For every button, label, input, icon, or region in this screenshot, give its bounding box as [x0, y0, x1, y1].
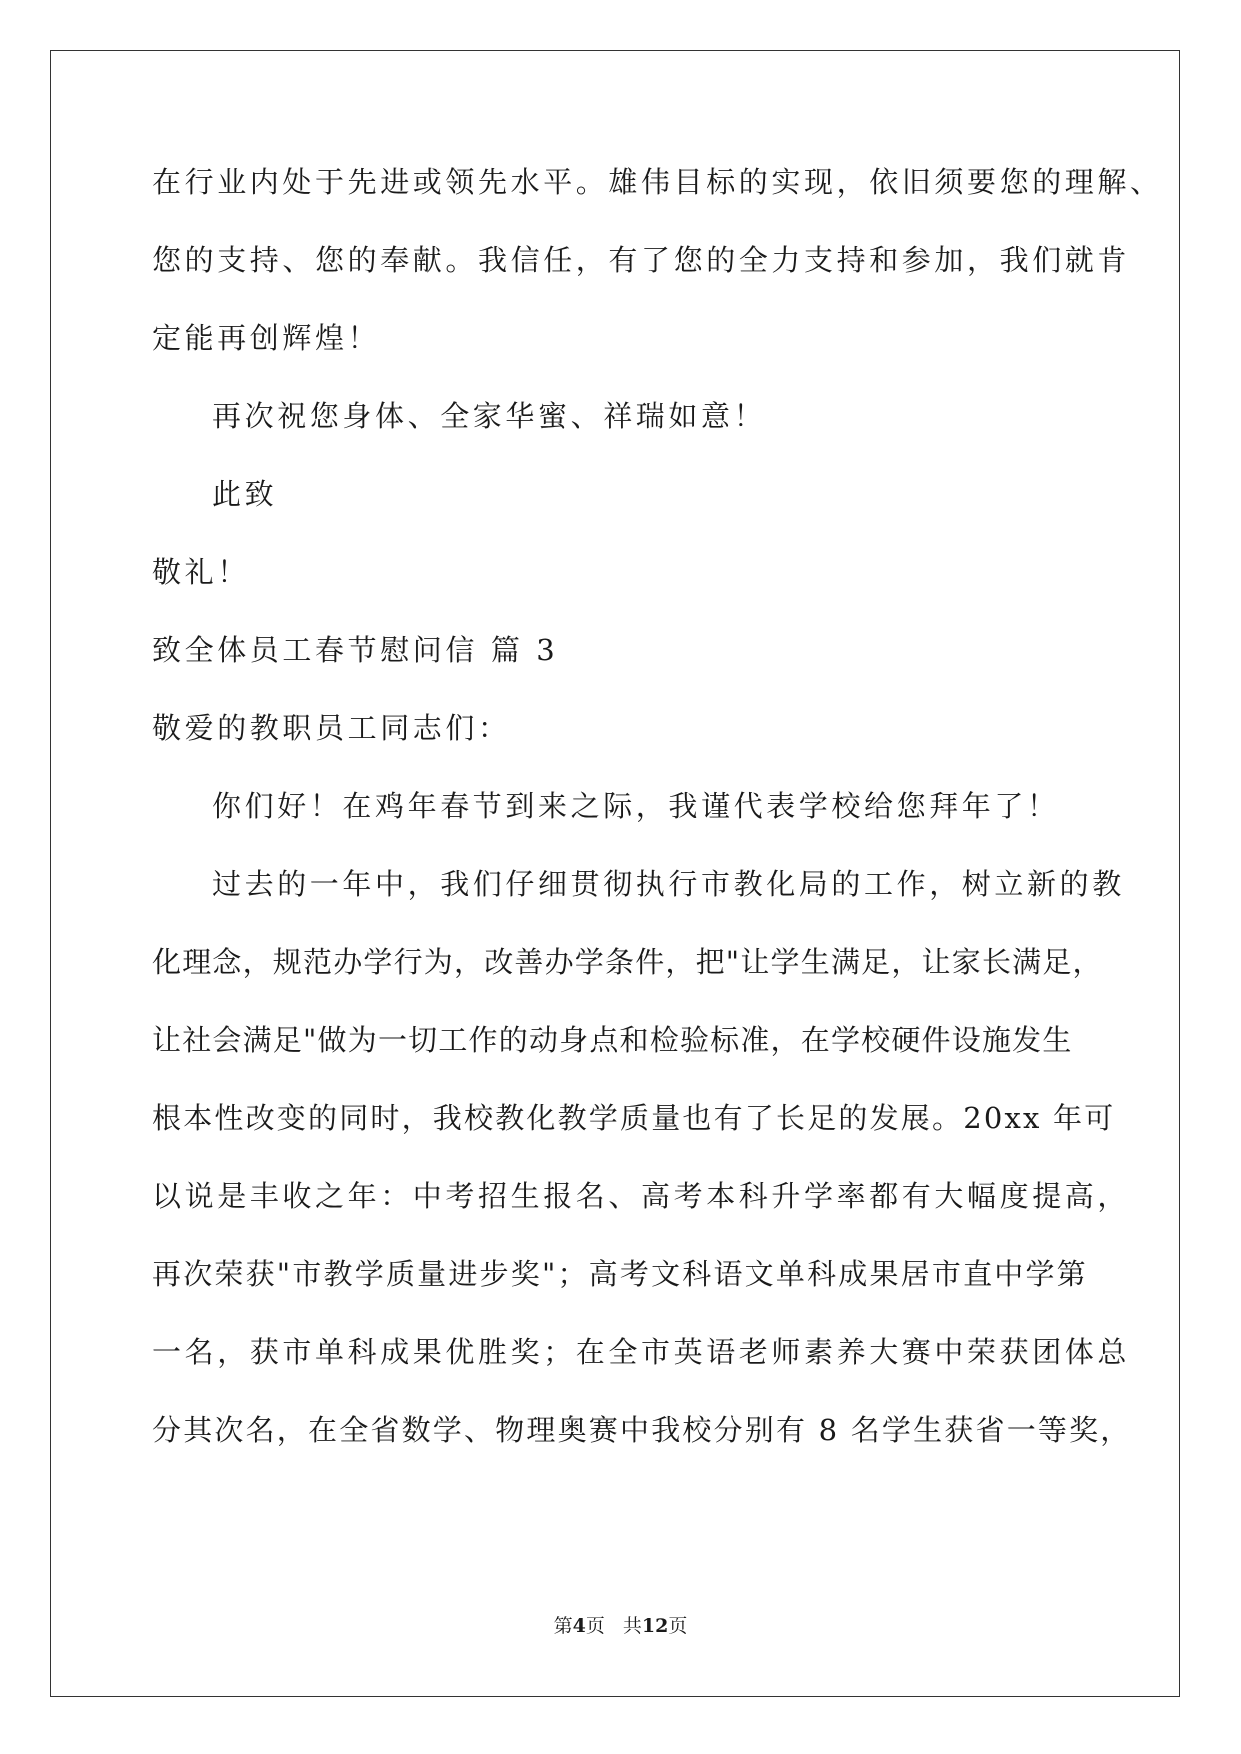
paragraph-line: 定能再创辉煌！	[152, 321, 381, 355]
page-suffix: 页	[585, 1615, 605, 1637]
paragraph-line: 分其次名，在全省数学、物理奥赛中我校分别有 8 名学生获省一等奖，	[152, 1413, 1132, 1447]
paragraph-line: 一名，获市单科成果优胜奖；在全市英语老师素养大赛中荣获团体总	[152, 1335, 1131, 1369]
closing-salutation: 此致	[212, 477, 278, 511]
paragraph-line: 在行业内处于先进或领先水平。雄伟目标的实现，依旧须要您的理解、	[152, 165, 1163, 199]
paragraph-line: 根本性改变的同时，我校教化教学质量也有了长足的发展。20xx 年可	[152, 1101, 1116, 1135]
document-body	[152, 165, 1163, 1491]
page-total: 12	[641, 1615, 669, 1637]
paragraph-line: 你们好！在鸡年春节到来之际，我谨代表学校给您拜年了！	[212, 789, 1060, 823]
total-suffix: 页	[668, 1615, 688, 1637]
page-footer	[0, 1611, 1241, 1638]
paragraph-line: 过去的一年中，我们仔细贯彻执行市教化局的工作，树立新的教	[212, 867, 1125, 901]
paragraph-line: 化理念，规范办学行为，改善办学条件，把"让学生满足，让家长满足，	[152, 945, 1103, 979]
letter-greeting: 敬爱的教职员工同志们：	[152, 711, 511, 745]
paragraph-line: 您的支持、您的奉献。我信任，有了您的全力支持和参加，我们就肯	[152, 243, 1131, 277]
total-prefix: 共	[622, 1615, 642, 1637]
blessing-line: 再次祝您身体、全家华蜜、祥瑞如意！	[212, 399, 767, 433]
paragraph-line: 再次荣获"市教学质量进步奖"；高考文科语文单科成果居市直中学第	[152, 1257, 1088, 1291]
page-prefix: 第	[553, 1615, 573, 1637]
paragraph-line: 以说是丰收之年：中考招生报名、高考本科升学率都有大幅度提高，	[152, 1179, 1131, 1213]
page-current: 4	[572, 1615, 586, 1637]
section-heading: 致全体员工春节慰问信 篇 3	[152, 633, 559, 667]
paragraph-line: 让社会满足"做为一切工作的动身点和检验标准，在学校硬件设施发生	[152, 1023, 1073, 1057]
closing-regards: 敬礼！	[152, 555, 250, 589]
